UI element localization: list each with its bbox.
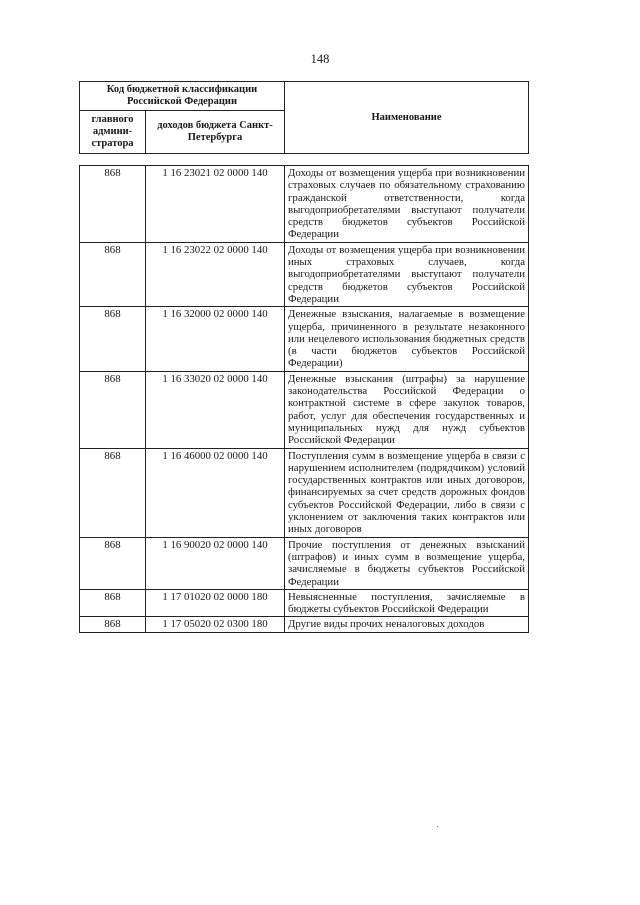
income-code-cell: 1 16 90020 02 0000 140 [146,537,285,589]
admin-code-cell: 868 [80,617,146,632]
income-code-cell: 1 17 05020 02 0300 180 [146,617,285,632]
header-table [79,81,529,154]
income-code-cell: 1 16 46000 02 0000 140 [146,448,285,537]
name-cell: Доходы от возмещения ущерба при возникновении иных страховых случаев, когда выгодоприобретателями выступают получатели средств бюджетов субъектов Российской Федерации [285,242,529,306]
page-number: 148 [310,52,330,66]
admin-code-cell: 868 [80,371,146,448]
admin-code-cell: 868 [80,166,146,243]
header-admin-column: главного админи-стратора [80,111,146,154]
table-row [80,617,529,632]
income-code-cell: 1 16 23022 02 0000 140 [146,242,285,306]
table-body [80,166,529,633]
name-cell: Доходы от возмещения ущерба при возникновении страховых случаев по обязательному страхованию гражданской ответственности, когда выгодоприобретателями выступают получатели средств бюджетов субъектов Российской Федерации [285,166,529,243]
table-row [80,166,529,243]
name-cell: Другие виды прочих неналоговых доходов [285,617,529,632]
income-code-cell: 1 16 23021 02 0000 140 [146,166,285,243]
table-row [80,589,529,617]
table-row [80,371,529,448]
income-code-cell: 1 16 33020 02 0000 140 [146,371,285,448]
admin-code-cell: 868 [80,448,146,537]
admin-code-cell: 868 [80,307,146,371]
name-cell: Прочие поступления от денежных взысканий (штрафов) и иных сумм в возмещение ущерба, зачисляемые в бюджеты субъектов Российской Федерации [285,537,529,589]
budget-codes-table [79,165,529,633]
table-row [80,448,529,537]
name-cell: Денежные взыскания, налагаемые в возмещение ущерба, причиненного в результате незаконного или нецелевого использования бюджетных средств (в части бюджетов субъектов Российской Федерации) [285,307,529,371]
header-name-column: Наименование [285,82,529,154]
name-cell: Поступления сумм в возмещение ущерба в связи с нарушением исполнителем (подрядчиком) условий государственных контрактов или иных договоров, финансируемых за счет средств дорожных фондов субъектов Российской Федерации, либо в связи с уклонением от заключения таких контрактов или иных договоров [285,448,529,537]
header-row-top [80,82,529,111]
name-cell: Денежные взыскания (штрафы) за нарушение законодательства Российской Федерации о контрактной системе в сфере закупок товаров, работ, услуг для обеспечения государственных и муниципальных нужд для нужд субъектов Российской Федерации [285,371,529,448]
admin-code-cell: 868 [80,537,146,589]
header-group-title: Код бюджетной классификации Российской Федерации [80,82,285,111]
header-income-column: доходов бюджета Санкт-Петербурга [146,111,285,154]
admin-code-cell: 868 [80,242,146,306]
income-code-cell: 1 16 32000 02 0000 140 [146,307,285,371]
income-code-cell: 1 17 01020 02 0000 180 [146,589,285,617]
name-cell: Невыясненные поступления, зачисляемые в бюджеты субъектов Российской Федерации [285,589,529,617]
table-row [80,537,529,589]
table-row [80,242,529,306]
admin-code-cell: 868 [80,589,146,617]
table-row [80,307,529,371]
scan-speck [437,826,438,827]
